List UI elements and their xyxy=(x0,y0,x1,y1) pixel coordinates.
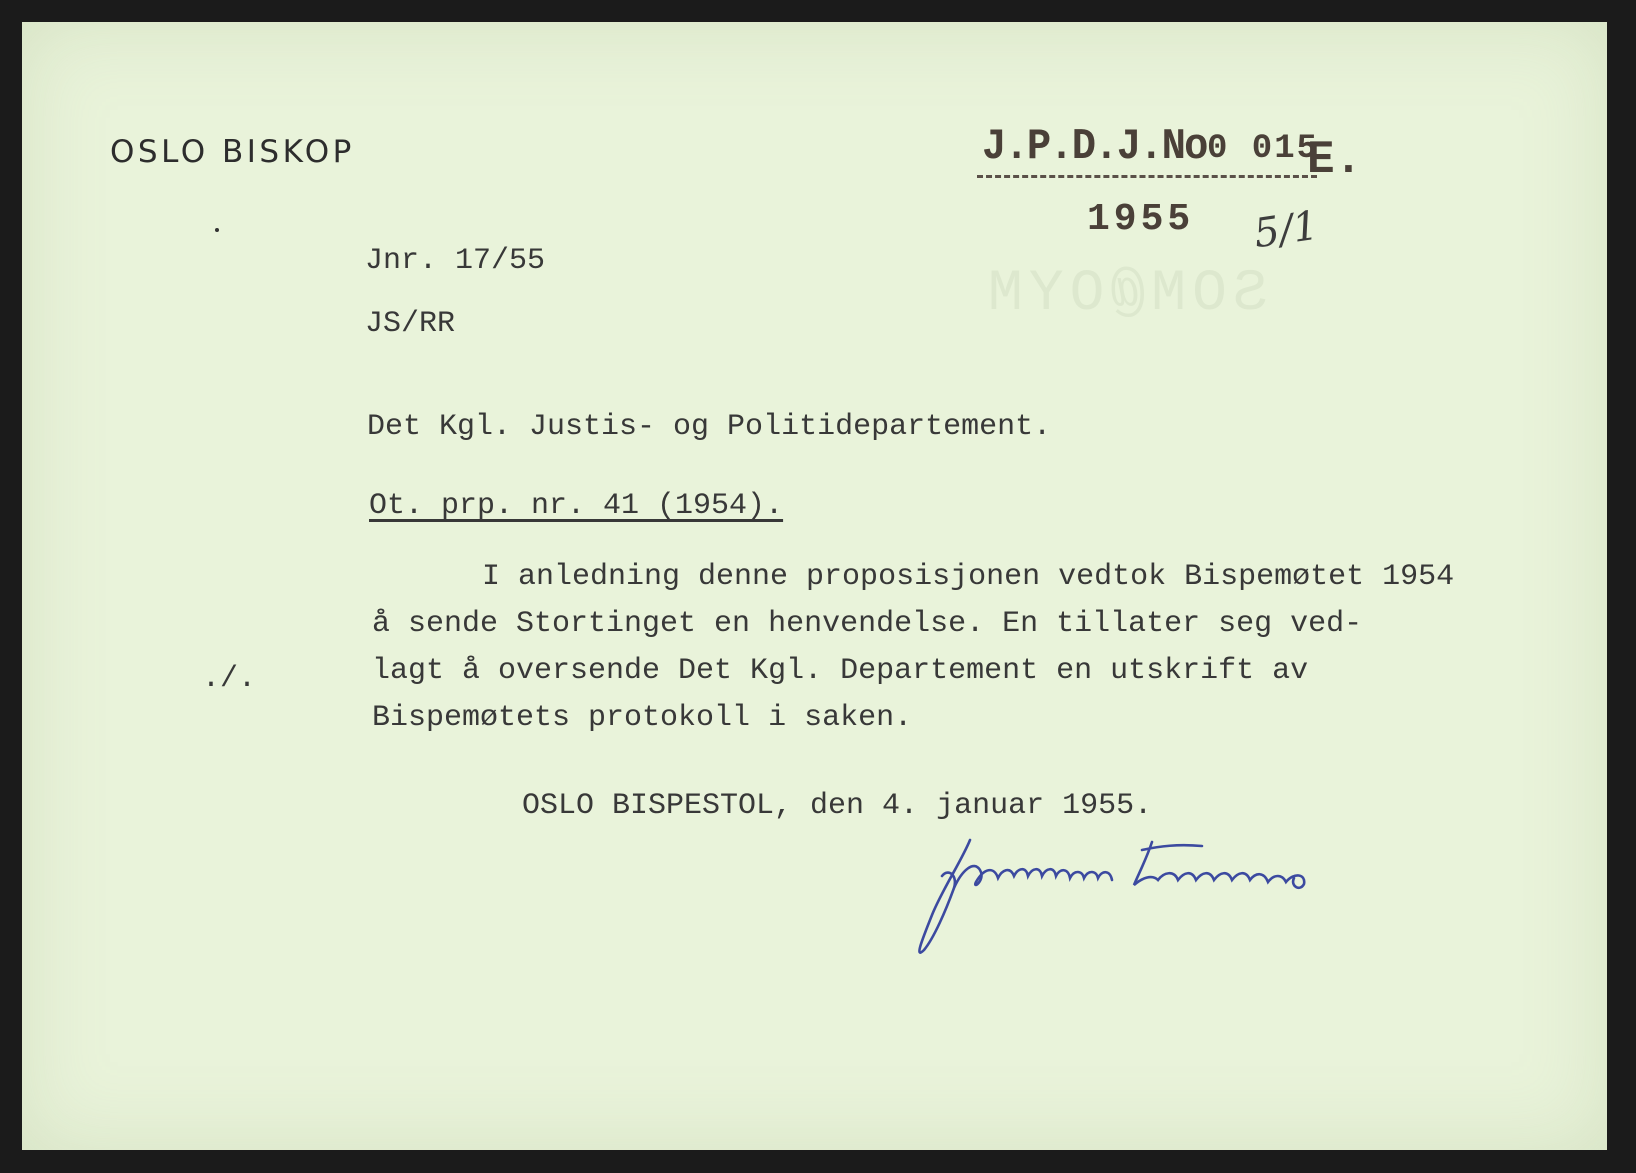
stamp-journal-prefix: J.P.D.J.No xyxy=(982,122,1207,172)
enclosure-mark: ./. xyxy=(202,662,257,696)
body-line: Bispemøtets protokoll i saken. xyxy=(372,701,913,735)
subject-line: Ot. prp. nr. 41 (1954). xyxy=(369,489,784,523)
journal-reference: Jnr. 17/55 xyxy=(365,244,546,278)
recipient-line: Det Kgl. Justis- og Politidepartement. xyxy=(367,410,1052,444)
body-line: å sende Stortinget en henvendelse. En tillater seg ved- xyxy=(372,607,1363,641)
body-line: I anledning denne proposisjonen vedtok Bispemøtet 1954 xyxy=(482,560,1455,594)
letterhead: OSLO BISKOP xyxy=(110,134,355,170)
stamp-journal-number: 0 015 xyxy=(1207,130,1320,168)
bleed-through: SOM@OYM xyxy=(982,262,1268,327)
handwritten-signature xyxy=(902,830,1362,970)
body-line: lagt å oversende Det Kgl. Departement en utskrift av xyxy=(372,654,1309,688)
stamp-year: 1955 xyxy=(1087,198,1195,241)
stamp-suffix: E. xyxy=(1307,134,1363,186)
ink-dot xyxy=(215,228,219,232)
letter-page xyxy=(22,22,1607,1150)
closing-line: OSLO BISPESTOL, den 4. januar 1955. xyxy=(522,789,1153,823)
stamp-rule xyxy=(977,175,1317,178)
handwritten-date-note: 5/1 xyxy=(1251,202,1322,258)
initials-reference: JS/RR xyxy=(365,307,456,341)
